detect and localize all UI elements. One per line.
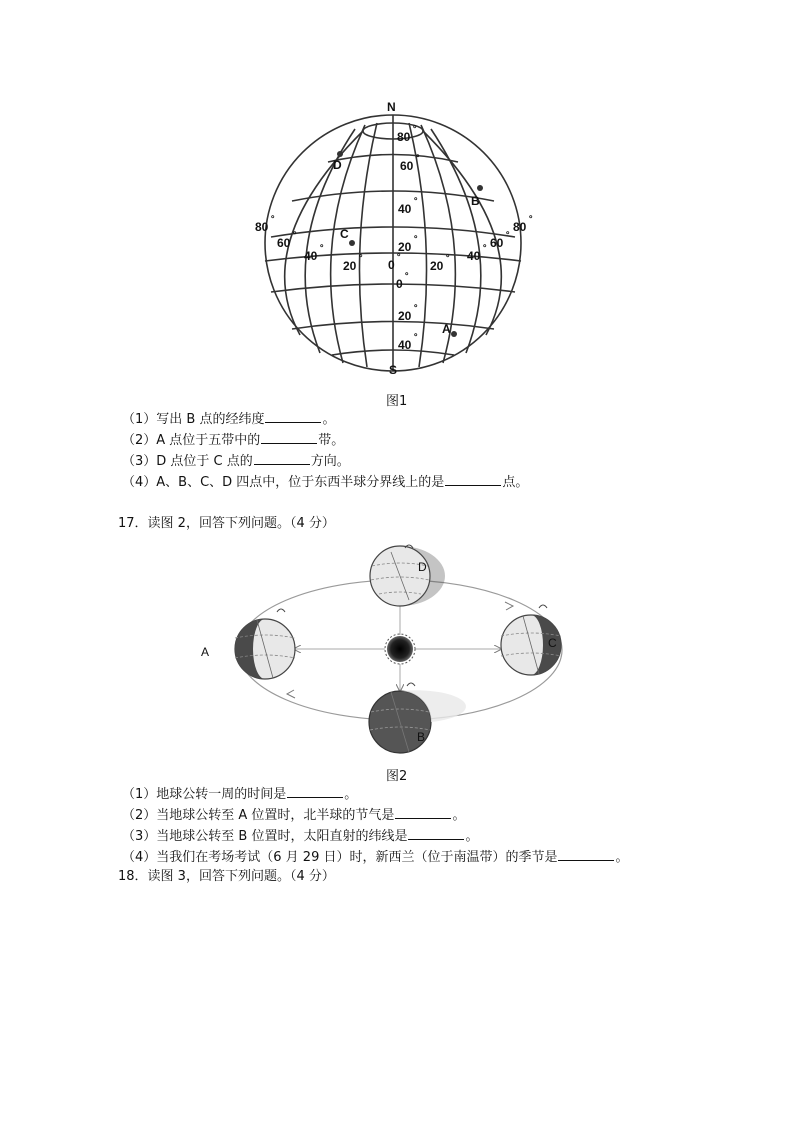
answer-blank[interactable]: [445, 474, 501, 486]
point-d-marker: [337, 151, 343, 157]
meridian-w60: [305, 129, 355, 353]
rotation-arrow-icon: [407, 683, 415, 686]
figure2-caption: 图2: [386, 769, 408, 784]
point-b-marker: [477, 185, 483, 191]
q17-line-4: （4）当我们在考场考试（6 月 29 日）时，新西兰（位于南温带）的季节是 。: [122, 850, 629, 865]
lat-label-80n: [397, 124, 417, 144]
svg-text:˚: ˚: [414, 196, 418, 210]
meridian-e60: [431, 129, 481, 353]
svg-text:20: 20: [430, 259, 444, 273]
q16-line-4: （4）A、B、C、D 四点中，位于东西半球分界线上的是 点。: [122, 475, 529, 490]
svg-text:60: 60: [277, 236, 291, 250]
answer-blank[interactable]: [254, 453, 310, 465]
svg-text:0: 0: [396, 277, 403, 291]
lon-label-20e: [430, 253, 450, 273]
point-d-label: D: [333, 158, 342, 172]
lon-label-0: [388, 252, 401, 272]
q17-line-2: （2）当地球公转至 A 位置时，北半球的节气是 。: [122, 808, 466, 823]
earth-position-d: [370, 545, 445, 606]
orbit-arrow-bottomleft: [287, 690, 295, 698]
lon-label-80e: [513, 214, 533, 234]
point-a-marker: [451, 331, 457, 337]
position-label-d: D: [418, 560, 427, 574]
svg-text:˚: ˚: [397, 252, 401, 266]
orbit-arrow-topright: [505, 602, 513, 610]
svg-text:20: 20: [398, 240, 412, 254]
svg-text:˚: ˚: [320, 243, 324, 257]
svg-text:60: 60: [490, 236, 504, 250]
figure1-globe: [240, 95, 550, 380]
point-c-label: C: [340, 227, 349, 241]
q16-line-3: （3）D 点位于 C 点的 方向。: [122, 454, 350, 469]
answer-blank[interactable]: [408, 828, 464, 840]
svg-text:40: 40: [304, 249, 318, 263]
svg-text:˚: ˚: [414, 234, 418, 248]
svg-text:20: 20: [343, 259, 357, 273]
figure2-orbit: [195, 540, 575, 755]
answer-blank[interactable]: [265, 411, 321, 423]
earth-position-a: [235, 609, 295, 679]
svg-text:40: 40: [398, 202, 412, 216]
position-label-b: B: [417, 730, 426, 744]
point-b-label: B: [471, 194, 480, 208]
svg-text:˚: ˚: [529, 214, 533, 228]
svg-text:˚: ˚: [293, 230, 297, 244]
lat-label-40s: [398, 332, 418, 352]
lon-label-40e: [467, 243, 487, 263]
svg-text:˚: ˚: [414, 332, 418, 346]
sun-icon: [385, 634, 415, 664]
svg-text:˚: ˚: [414, 303, 418, 317]
lat-label-0: [396, 271, 409, 291]
svg-text:40: 40: [467, 249, 481, 263]
q16-line-2: （2）A 点位于五带中的 带。: [122, 433, 345, 448]
svg-text:20: 20: [398, 309, 412, 323]
rotation-arrow-icon: [539, 605, 547, 608]
svg-text:˚: ˚: [483, 243, 487, 257]
meridian-w20: [359, 123, 377, 367]
svg-text:˚: ˚: [271, 214, 275, 228]
q17-title: 17．读图 2，回答下列问题。（4 分）: [118, 516, 335, 531]
lat-label-40n: [398, 196, 418, 216]
position-label-c: C: [548, 636, 557, 650]
lat-label-20n: [398, 234, 418, 254]
svg-text:80: 80: [255, 220, 269, 234]
svg-text:80: 80: [513, 220, 527, 234]
q16-line-1: （1）写出 B 点的经纬度 。: [122, 412, 336, 427]
lat-label-20s: [398, 303, 418, 323]
figure1-caption: 图1: [386, 394, 408, 409]
svg-text:˚: ˚: [416, 153, 420, 167]
answer-blank[interactable]: [261, 432, 317, 444]
svg-text:60: 60: [400, 159, 414, 173]
svg-text:40: 40: [398, 338, 412, 352]
point-a-label: A: [442, 322, 451, 336]
svg-text:˚: ˚: [405, 271, 409, 285]
position-label-a: A: [201, 645, 210, 659]
point-c-marker: [349, 240, 355, 246]
answer-blank[interactable]: [558, 849, 614, 861]
pole-south-label: S: [389, 363, 398, 377]
q18-title: 18．读图 3，回答下列问题。（4 分）: [118, 869, 335, 884]
svg-text:˚: ˚: [359, 253, 363, 267]
svg-text:80: 80: [397, 130, 411, 144]
answer-blank[interactable]: [395, 807, 451, 819]
lon-label-80w: [255, 214, 275, 234]
svg-text:0: 0: [388, 258, 395, 272]
q17-line-1: （1）地球公转一周的时间是 。: [122, 787, 358, 802]
lat-label-60n: [400, 153, 420, 173]
lon-label-60w: [277, 230, 297, 250]
pole-north-label: N: [387, 100, 396, 114]
rotation-arrow-icon: [277, 609, 285, 612]
svg-text:˚: ˚: [413, 124, 417, 138]
svg-text:˚: ˚: [446, 253, 450, 267]
q17-line-3: （3）当地球公转至 B 位置时，太阳直射的纬线是 。: [122, 829, 479, 844]
svg-text:˚: ˚: [506, 230, 510, 244]
answer-blank[interactable]: [287, 786, 343, 798]
